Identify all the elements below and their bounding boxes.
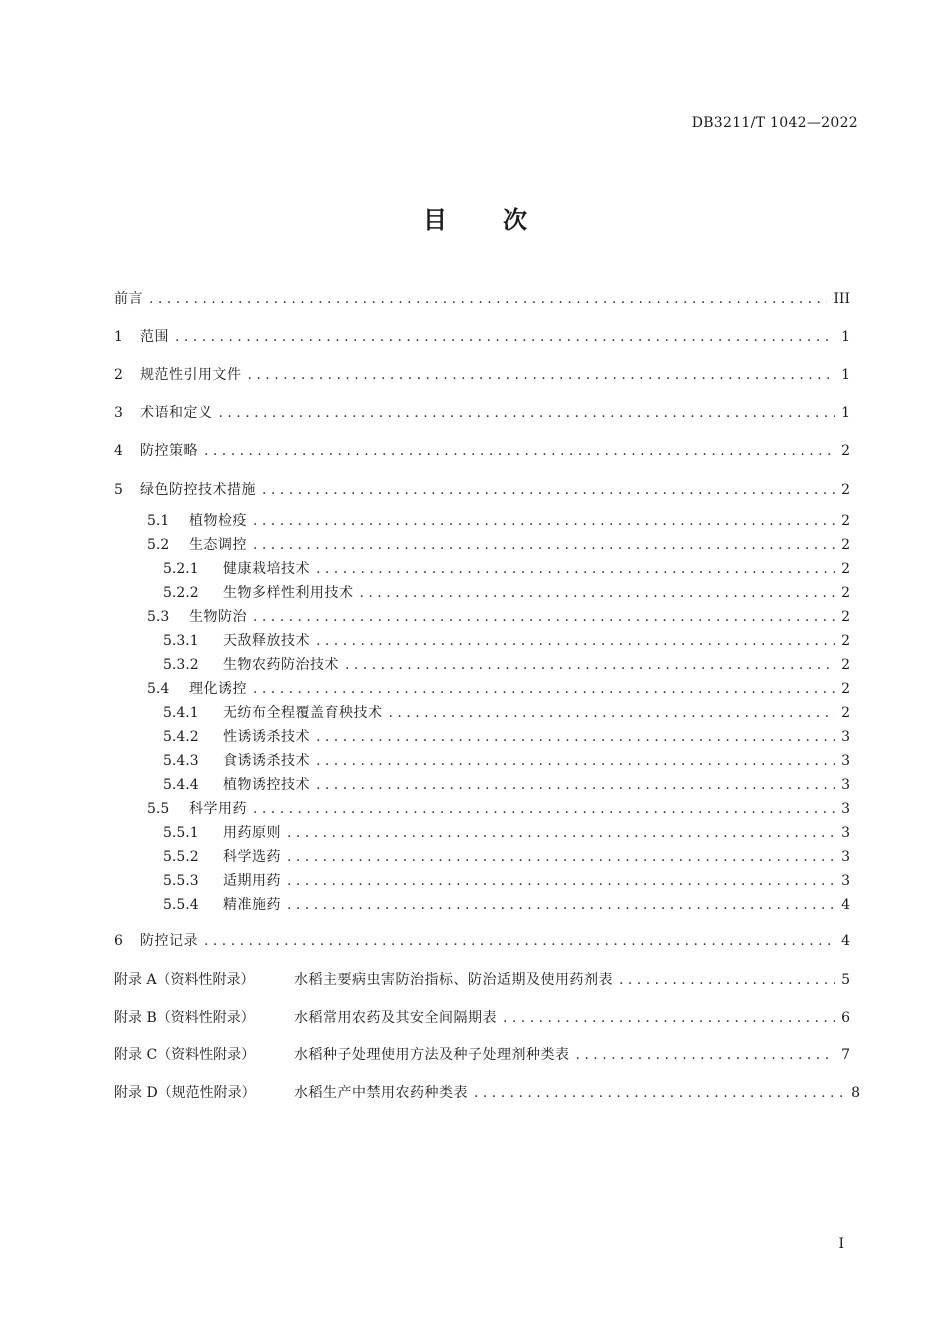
toc-label: 生态调控 [189,537,247,553]
toc-label: 生物多样性利用技术 [223,585,354,601]
toc-leader-dots [345,655,835,675]
toc-entry-appendix-d[interactable] [114,1083,860,1103]
page-number: I [838,1236,844,1252]
toc-number: 5.2 [147,537,170,553]
toc-page-number: 3 [841,825,850,841]
toc-number: 5.4.1 [163,705,199,721]
toc-leader-dots [149,289,827,309]
toc-page-number: 2 [841,513,850,529]
toc-entry-5-5-2[interactable] [163,847,850,867]
toc-number: 6 [114,933,123,949]
toc-leader-dots [619,970,835,990]
toc-page-number: 1 [841,405,850,421]
toc-entry-4[interactable] [114,441,850,461]
toc-number: 5.5.3 [163,873,199,889]
toc-page-number: 3 [841,777,850,793]
toc-leader-dots [262,480,835,500]
toc-page-number: 4 [841,897,850,913]
toc-entry-5-3-2[interactable] [163,655,850,675]
toc-label: 植物诱控技术 [223,777,310,793]
toc-leader-dots [316,751,835,771]
toc-label: 理化诱控 [189,681,247,697]
toc-number: 4 [114,443,123,459]
toc-entry-appendix-c[interactable] [114,1045,850,1065]
toc-page-number: 6 [841,1010,850,1026]
toc-entry-5-3[interactable] [147,607,850,627]
toc-leader-dots [389,703,836,723]
toc-entry-5-3-1[interactable] [163,631,850,651]
toc-label: 适期用药 [223,873,281,889]
toc-page-number: 2 [841,681,850,697]
toc-entry-5-4-1[interactable] [163,703,850,723]
toc-label: 天敌释放技术 [223,633,310,649]
toc-label: 术语和定义 [140,405,213,421]
toc-leader-dots [219,403,836,423]
toc-page-number: 1 [841,329,850,345]
toc-number: 5.1 [147,513,170,529]
toc-page-number: 2 [841,443,850,459]
toc-page-number: 5 [841,972,850,988]
toc-appendix-label: 附录 C（资料性附录） [114,1047,256,1063]
toc-number: 2 [114,367,123,383]
toc-label: 用药原则 [223,825,281,841]
toc-leader-dots [253,535,835,555]
toc-number: 5.4 [147,681,170,697]
toc-entry-5-2[interactable] [147,535,850,555]
toc-entry-6[interactable] [114,931,850,951]
toc-page-number: 2 [841,561,850,577]
toc-number: 5.4.4 [163,777,199,793]
page-title: 目次 [423,205,583,234]
toc-leader-dots [576,1045,836,1065]
toc-leader-dots [360,583,836,603]
toc-leader-dots [253,511,835,531]
toc-leader-dots [316,775,835,795]
toc-page-number: 4 [841,933,850,949]
toc-label: 科学用药 [189,801,247,817]
toc-entry-appendix-a[interactable] [114,970,850,990]
toc-leader-dots [474,1083,845,1103]
toc-appendix-label: 附录 A（资料性附录） [114,972,255,988]
toc-leader-dots [503,1008,835,1028]
toc-number: 5.3.1 [163,633,199,649]
toc-page-number: III [833,291,850,307]
toc-label: 生物农药防治技术 [223,657,339,673]
toc-entry-5-2-1[interactable] [163,559,850,579]
toc-label: 水稻主要病虫害防治指标、防治适期及使用药剂表 [294,972,613,988]
toc-entry-5[interactable] [114,480,850,500]
toc-label: 食诱诱杀技术 [223,753,310,769]
toc-number: 1 [114,329,123,345]
toc-page-number: 3 [841,801,850,817]
toc-page-number: 2 [841,585,850,601]
toc-number: 5.4.2 [163,729,199,745]
toc-number: 5.3 [147,609,170,625]
toc-leader-dots [204,931,835,951]
toc-page-number: 3 [841,849,850,865]
toc-entry-5-4-2[interactable] [163,727,850,747]
toc-page-number: 2 [841,633,850,649]
toc-appendix-label: 附录 D（规范性附录） [114,1085,256,1101]
toc-number: 5.5 [147,801,170,817]
toc-number: 5.5.1 [163,825,199,841]
toc-entry-3[interactable] [114,403,850,423]
toc-leader-dots [316,727,835,747]
toc-number: 3 [114,405,123,421]
toc-page-number: 2 [841,705,850,721]
toc-number: 5.5.2 [163,849,199,865]
toc-page-number: 1 [841,367,850,383]
toc-entry-foreword[interactable] [114,289,850,309]
toc-leader-dots [253,799,835,819]
toc-page-number: 2 [841,482,850,498]
toc-label: 水稻生产中禁用农药种类表 [294,1085,468,1101]
toc-entry-5-5-1[interactable] [163,823,850,843]
document-code: DB3211/T 1042—2022 [691,115,858,131]
toc-number: 5.2.2 [163,585,199,601]
toc-page-number: 2 [841,657,850,673]
toc-page-number: 2 [841,609,850,625]
toc-leader-dots [248,365,836,385]
toc-leader-dots [175,327,835,347]
toc-leader-dots [204,441,835,461]
toc-label: 无纺布全程覆盖育秧技术 [223,705,383,721]
toc-entry-5-5-3[interactable] [163,871,850,891]
toc-page-number: 3 [841,753,850,769]
toc-label: 前言 [114,291,143,307]
toc-label: 绿色防控技术措施 [140,482,256,498]
toc-entry-2[interactable] [114,365,850,385]
toc-entry-5-2-2[interactable] [163,583,850,603]
toc-label: 植物检疫 [189,513,247,529]
toc-number: 5.4.3 [163,753,199,769]
toc-label: 防控策略 [140,443,198,459]
toc-entry-5-5-4[interactable] [163,895,850,915]
toc-appendix-label: 附录 B（资料性附录） [114,1010,255,1026]
toc-leader-dots [316,631,835,651]
toc-number: 5.2.1 [163,561,199,577]
toc-leader-dots [253,607,835,627]
toc-label: 精准施药 [223,897,281,913]
toc-label: 规范性引用文件 [140,367,242,383]
toc-entry-appendix-b[interactable] [114,1008,850,1028]
toc-label: 防控记录 [140,933,198,949]
toc-leader-dots [316,559,835,579]
toc-number: 5.5.4 [163,897,199,913]
toc-entry-5-5[interactable] [147,799,850,819]
toc-page-number: 7 [841,1047,850,1063]
toc-leader-dots [287,895,835,915]
toc-page-number: 2 [841,537,850,553]
toc-entry-5-4[interactable] [147,679,850,699]
toc-leader-dots [253,679,835,699]
toc-leader-dots [287,847,835,867]
toc-label: 性诱诱杀技术 [223,729,310,745]
toc-page-number: 8 [851,1085,860,1101]
toc-number: 5.3.2 [163,657,199,673]
toc-label: 范围 [140,329,169,345]
toc-page-number: 3 [841,729,850,745]
toc-entry-5-1[interactable] [147,511,850,531]
toc-label: 水稻常用农药及其安全间隔期表 [294,1010,497,1026]
toc-label: 健康栽培技术 [223,561,310,577]
toc-leader-dots [287,871,835,891]
toc-label: 水稻种子处理使用方法及种子处理剂种类表 [294,1047,570,1063]
toc-label: 生物防治 [189,609,247,625]
toc-entry-5-4-4[interactable] [163,775,850,795]
toc-leader-dots [287,823,835,843]
toc-entry-1[interactable] [114,327,850,347]
toc-number: 5 [114,482,123,498]
toc-entry-5-4-3[interactable] [163,751,850,771]
toc-page-number: 3 [841,873,850,889]
toc-label: 科学选药 [223,849,281,865]
